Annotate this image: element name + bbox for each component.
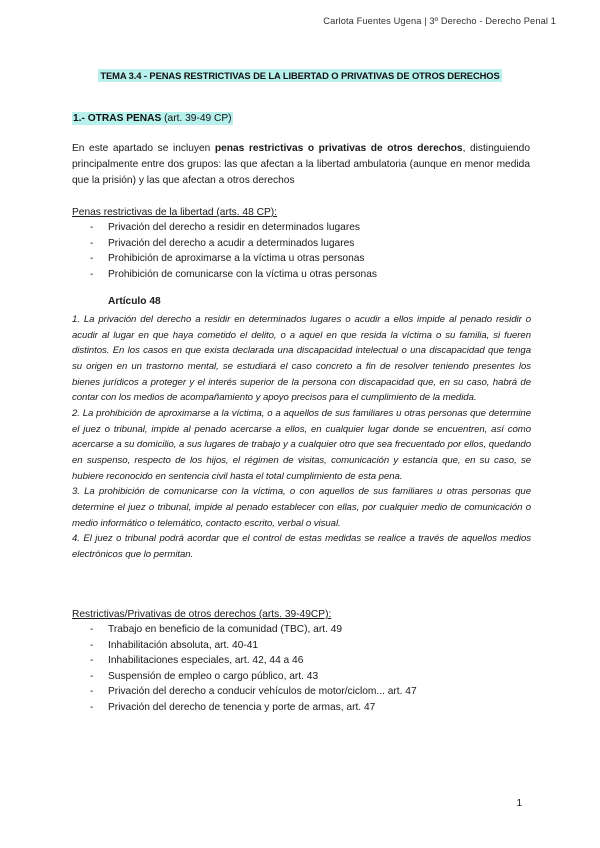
list-item: - Privación del derecho de tenencia y porte de armas, art. 47 [72,700,417,716]
list-item: - Privación del derecho a conducir vehículos de motor/ciclom... art. 47 [72,684,417,700]
section-heading [72,112,233,125]
section-heading-text: 1.- OTRAS PENAS [73,113,162,124]
list-item: - Prohibición de comunicarse con la víctima u otras personas [72,267,377,283]
intro-paragraph [72,141,530,189]
list-item: - Inhabilitación absoluta, art. 40-41 [72,638,417,654]
list-item: - Inhabilitaciones especiales, art. 42, 44 a 46 [72,653,417,669]
page-number: 1 [516,798,522,809]
article-paragraph-4: 4. El juez o tribunal podrá acordar que el control de estas medidas se realice a través de aquellos medios electrónicos que lo permitan. [72,533,531,560]
article-body [72,312,531,563]
privativas-heading: Restrictivas/Privativas de otros derechos (arts. 39-49CP): [72,609,332,620]
list-item: - Privación del derecho a residir en determinados lugares [72,220,377,236]
restrictivas-list [72,220,377,282]
intro-text-start: En este apartado se incluyen [72,143,215,154]
page-header: Carlota Fuentes Ugena | 3º Derecho - Derecho Penal 1 [323,16,556,26]
article-title: Artículo 48 [108,296,161,307]
list-item: - Prohibición de aproximarse a la víctima u otras personas [72,251,377,267]
list-item: - Trabajo en beneficio de la comunidad (TBC), art. 49 [72,622,417,638]
document-title: TEMA 3.4 - PENAS RESTRICTIVAS DE LA LIBERTAD O PRIVATIVAS DE OTROS DERECHOS [100,70,500,81]
section-heading-articles: (art. 39-49 CP) [164,113,232,124]
privativas-list [72,622,417,715]
title-wrapper [0,66,600,84]
article-paragraph-3: 3. La prohibición de comunicarse con la víctima, o con aquellos de sus familiares u otras personas que determine el juez o tribunal, impide al penado establecer con ellas, por cualquier medio de comunicación o medio informático o telemático, contacto escrito, verbal o visual. [72,486,531,529]
list-item: - Privación del derecho a acudir a determinados lugares [72,236,377,252]
intro-text-end: , distinguiendo principalmente entre dos grupos: las que afectan a la libertad ambulatoria (aunque en menor medida que la prisión) y las que afectan a otros derechos [72,143,530,186]
article-paragraph-2: 2. La prohibición de aproximarse a la víctima, o a aquellos de sus familiares u otras personas que determine el juez o tribunal, impide al penado acercarse a ellos, en cualquier lugar donde se encuentren, así como acercarse a su domicilio, a sus lugares de trabajo y a cualquier otro que sea frecuentado por ellos, quedando en suspenso, respecto de los hijos, el régimen de visitas, comunicación y estancia que, en su caso, se hubiere reconocido en sentencia civil hasta el total cumplimiento de esta pena. [72,407,531,482]
article-paragraph-1: 1. La privación del derecho a residir en determinados lugares o acudir a ellos impide al penado residir o acudir al lugar en que haya cometido el delito, o a aquel en que resida la víctima o su familia, si fueren distintos. En los casos en que exista declarada una discapacidad intelectual o una discapacidad que tenga su origen en un trastorno mental, se estudiará el caso concreto a fin de resolver teniendo presentes los bienes jurídicos a proteger y el interés superior de la persona con discapacidad que, en su caso, habrá de contar con los medios de acompañamiento y apoyo precisos para el cumplimiento de la medida. [72,314,531,404]
restrictivas-heading: Penas restrictivas de la libertad (arts. 48 CP): [72,207,277,218]
list-item: - Suspensión de empleo o cargo público, art. 43 [72,669,417,685]
intro-text-bold: penas restrictivas o privativas de otros derechos [214,143,463,154]
